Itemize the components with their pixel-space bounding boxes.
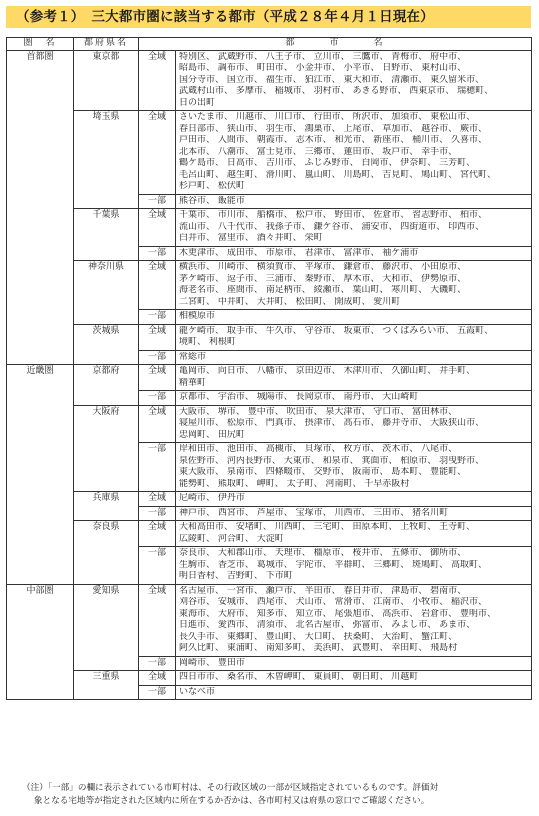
prefecture-name: 大阪府 [74, 405, 139, 492]
city-list-line: 日進市、 愛西市、 清須市、 北名古屋市、 弥富市、 みよし市、 あま市、 [179, 620, 476, 630]
table-header-row [7, 38, 532, 51]
city-list-line: 長久手市、 東郷町、 豊山町、 大口町、 扶桑町、 大治町、 蟹江町、 [179, 631, 458, 642]
city-list-line: 相模原市 [179, 311, 216, 321]
scope-label: 全域 [139, 111, 176, 195]
scope-label: 一部 [139, 506, 176, 521]
city-list [176, 50, 532, 111]
scope-label: 一部 [139, 443, 176, 492]
city-list-line: 能勢町、 熊取町、 岬町、 太子町、 河南町、 千早赤阪村 [179, 478, 410, 489]
city-list [176, 405, 532, 443]
city-list-line: 二宮町、 中井町、 大井町、 松田町、 開成町、 愛川町 [179, 296, 401, 307]
city-list-line: 国分寺市、 国立市、 福生市、 狛江市、 東大和市、 清瀬市、 東久留米市、 [179, 74, 485, 85]
city-list [176, 350, 532, 365]
table-row [7, 671, 532, 686]
metro-area-table [6, 37, 532, 700]
scope-label: 全域 [139, 405, 176, 443]
city-list-line: 明日香村、 吉野町、 下市町 [179, 571, 293, 581]
scope-label: 一部 [139, 246, 176, 261]
scope-label: 一部 [139, 350, 176, 365]
city-list-line: 京都市、 宇治市、 城陽市、 長岡京市、 南丹市、 大山崎町 [179, 392, 419, 402]
city-list [176, 492, 532, 507]
region-name: 首都圏 [7, 50, 74, 365]
city-list-line: 広陵町、 河合町、 大淀町 [179, 533, 284, 544]
scope-label: 一部 [139, 310, 176, 325]
table-row [7, 50, 532, 111]
city-list-line: 尼崎市、 伊丹市 [179, 493, 245, 503]
city-list-line: 大阪市、 堺市、 豊中市、 吹田市、 泉大津市、 守口市、 富田林市、 [179, 406, 458, 417]
city-list [176, 261, 532, 310]
footnote-line: （注）「一部」の欄に表示されている市町村は、その行政区域の一部が区域指定されているものです。評価対 [22, 783, 439, 793]
region-name: 中部圏 [7, 584, 74, 700]
city-list [176, 246, 532, 261]
city-list-line: 亀岡市、 向日市、 八幡市、 京田辺市、 木津川市、 久御山町、 井手町、 [179, 366, 476, 376]
city-list [176, 506, 532, 521]
city-list-line: 岸和田市、 池田市、 高槻市、 貝塚市、 枚方市、 茨木市、 八尾市、 [179, 444, 458, 454]
scope-label: 全域 [139, 521, 176, 547]
city-list-line: 精華町 [179, 377, 207, 388]
city-list-line: 東海市、 大府市、 知多市、 知立市、 尾張旭市、 高浜市、 岩倉市、 豊明市、 [179, 608, 497, 619]
scope-label: 一部 [139, 547, 176, 585]
city-list-line: 白井市、 富里市、 酒々井町、 栄町 [179, 233, 323, 243]
city-list [176, 194, 532, 209]
city-list [176, 656, 532, 671]
city-list-line: さいたま市、 川越市、 川口市、 行田市、 所沢市、 加須市、 東松山市、 [179, 112, 476, 122]
scope-label: 全域 [139, 209, 176, 247]
city-list-line: 常総市 [179, 351, 207, 362]
city-list-line: 奈良市、 大和郡山市、 天理市、 橿原市、 桜井市、 五條市、 御所市、 [179, 548, 467, 558]
table-row [7, 521, 532, 547]
footnote [22, 782, 527, 808]
city-list [176, 671, 532, 686]
city-list-line: 茅ケ崎市、 逗子市、 三浦市、 秦野市、 厚木市、 大和市、 伊勢原市、 [179, 273, 467, 284]
prefecture-name: 京都府 [74, 365, 139, 406]
scope-label: 全域 [139, 365, 176, 391]
city-list-line: 横浜市、 川崎市、 横須賀市、 平塚市、 鎌倉市、 藤沢市、 小田原市、 [179, 262, 467, 272]
city-list-line: 昭島市、 調布市、 町田市、 小金井市、 小平市、 日野市、 東村山市、 [179, 63, 467, 73]
scope-label: 全域 [139, 584, 176, 656]
table-row [7, 365, 532, 391]
city-list-line: 戸田市、 入間市、 朝霞市、 志木市、 和光市、 新座市、 桶川市、 久喜市、 [179, 135, 488, 145]
city-list-line: 大和高田市、 安堵町、 川西町、 三宅町、 田原本町、 上牧町、 王寺町、 [179, 522, 476, 532]
scope-label: 一部 [139, 391, 176, 406]
city-list-line: 龍ケ崎市、 取手市、 牛久市、 守谷市、 坂東市、 つくばみらい市、 五霞町、 [179, 325, 494, 336]
city-list-line: 千葉市、 市川市、 船橋市、 松戸市、 野田市、 佐倉市、 習志野市、 柏市、 [179, 210, 488, 220]
city-list-line: 春日部市、 狭山市、 羽生市、 鴻巣市、 上尾市、 草加市、 越谷市、 蕨市、 [179, 123, 488, 134]
prefecture-name: 兵庫県 [74, 492, 139, 521]
header-region: 圏 名 [7, 38, 74, 51]
city-list-line: 武蔵村山市、 多摩市、 稲城市、 羽村市、 あきる野市、 西東京市、 瑞穂町、 [179, 86, 494, 96]
city-list [176, 443, 532, 492]
prefecture-name: 千葉県 [74, 209, 139, 261]
scope-label: 全域 [139, 671, 176, 686]
city-list [176, 547, 532, 585]
table-row [7, 111, 532, 195]
city-list-line: いなべ市 [179, 686, 216, 697]
city-list-line: 日の出町 [179, 97, 216, 108]
city-list [176, 310, 532, 325]
city-list-line: 海老名市、 座間市、 南足柄市、 綾瀬市、 葉山町、 寒川町、 大磯町、 [179, 285, 467, 295]
table-row [7, 261, 532, 310]
city-list-line: 刈谷市、 安城市、 西尾市、 犬山市、 常滑市、 江南市、 小牧市、 稲沢市、 [179, 597, 488, 607]
city-list [176, 391, 532, 406]
prefecture-name: 愛知県 [74, 584, 139, 671]
city-list-line: 杉戸町、 松伏町 [179, 181, 245, 191]
city-list-line: 毛呂山町、 越生町、 滑川町、 嵐山町、 川島町、 吉見町、 鳩山町、 宮代町、 [179, 169, 497, 180]
city-list [176, 365, 532, 391]
city-list-line: 名古屋市、 一宮市、 瀬戸市、 半田市、 春日井市、 津島市、 碧南市、 [179, 585, 467, 596]
header-prefecture: 都府県名 [74, 38, 139, 51]
table-row [7, 492, 532, 507]
city-list-line: 熊谷市、 飯能市 [179, 195, 245, 206]
prefecture-name: 神奈川県 [74, 261, 139, 325]
prefecture-name: 埼玉県 [74, 111, 139, 209]
region-name: 近畿圏 [7, 365, 74, 585]
header-cities: 都 市 名 [139, 38, 532, 51]
city-list-line: 特別区、 武蔵野市、 八王子市、 立川市、 三鷹市、 青梅市、 府中市、 [179, 51, 467, 62]
city-list-line: 忠岡町、 田尻町 [179, 429, 245, 440]
city-list-line: 境町、 利根町 [179, 337, 236, 347]
city-list-line: 木更津市、 成田市、 市原市、 君津市、 富津市、 袖ケ浦市 [179, 247, 419, 258]
city-list-line: 神戸市、 西宮市、 芦屋市、 宝塚市、 川西市、 三田市、 猪名川町 [179, 507, 449, 518]
prefecture-name: 奈良県 [74, 521, 139, 585]
scope-label: 全域 [139, 261, 176, 310]
city-list-line: 岡崎市、 豊田市 [179, 657, 245, 668]
scope-label: 全域 [139, 50, 176, 111]
city-list [176, 324, 532, 350]
city-list-line: 泉佐野市、 河内長野市、 大東市、 和泉市、 箕面市、 柏原市、 羽曳野市、 [179, 455, 485, 466]
city-list [176, 584, 532, 656]
table-row [7, 584, 532, 656]
city-list [176, 685, 532, 700]
page-title: （参考１） 三大都市圏に該当する都市（平成２８年４月１日現在） [6, 6, 531, 28]
table-row [7, 324, 532, 350]
city-list-line: 流山市、 八千代市、 我孫子市、 鎌ケ谷市、 浦安市、 四街道市、 印西市、 [179, 221, 485, 232]
city-list-line: 寝屋川市、 松原市、 門真市、 摂津市、 高石市、 藤井寺市、 大阪狭山市、 [179, 418, 485, 428]
table-row [7, 405, 532, 443]
prefecture-name: 東京都 [74, 50, 139, 111]
city-list-line: 鶴ケ島市、 日高市、 吉川市、 ふじみ野市、 白岡市、 伊奈町、 三芳町、 [179, 158, 476, 168]
city-list-line: 生駒市、 香芝市、 葛城市、 宇陀市、 平群町、 三郷町、 斑鳩町、 高取町、 [179, 559, 488, 570]
city-list-line: 東大阪市、 泉南市、 四條畷市、 交野市、 阪南市、 島本町、 豊能町、 [179, 467, 467, 477]
footnote-line: 象となる宅地等が指定された区域内に所在するか否かは、各市町村又は府県の窓口でご確認ください。 [34, 796, 430, 806]
scope-label: 全域 [139, 324, 176, 350]
city-list-line: 四日市市、 桑名市、 木曽岬町、 東員町、 朝日町、 川越町 [179, 672, 419, 682]
city-list [176, 209, 532, 247]
city-list-line: 阿久比町、 東浦町、 南知多町、 美浜町、 武豊町、 幸田町、 飛島村 [179, 643, 458, 653]
table-row [7, 209, 532, 247]
scope-label: 全域 [139, 492, 176, 507]
scope-label: 一部 [139, 656, 176, 671]
prefecture-name: 三重県 [74, 671, 139, 700]
city-list [176, 521, 532, 547]
scope-label: 一部 [139, 194, 176, 209]
city-list-line: 北本市、 八潮市、 富士見市、 三郷市、 蓮田市、 坂戸市、 幸手市、 [179, 146, 458, 157]
scope-label: 一部 [139, 685, 176, 700]
prefecture-name: 茨城県 [74, 324, 139, 365]
city-list [176, 111, 532, 195]
